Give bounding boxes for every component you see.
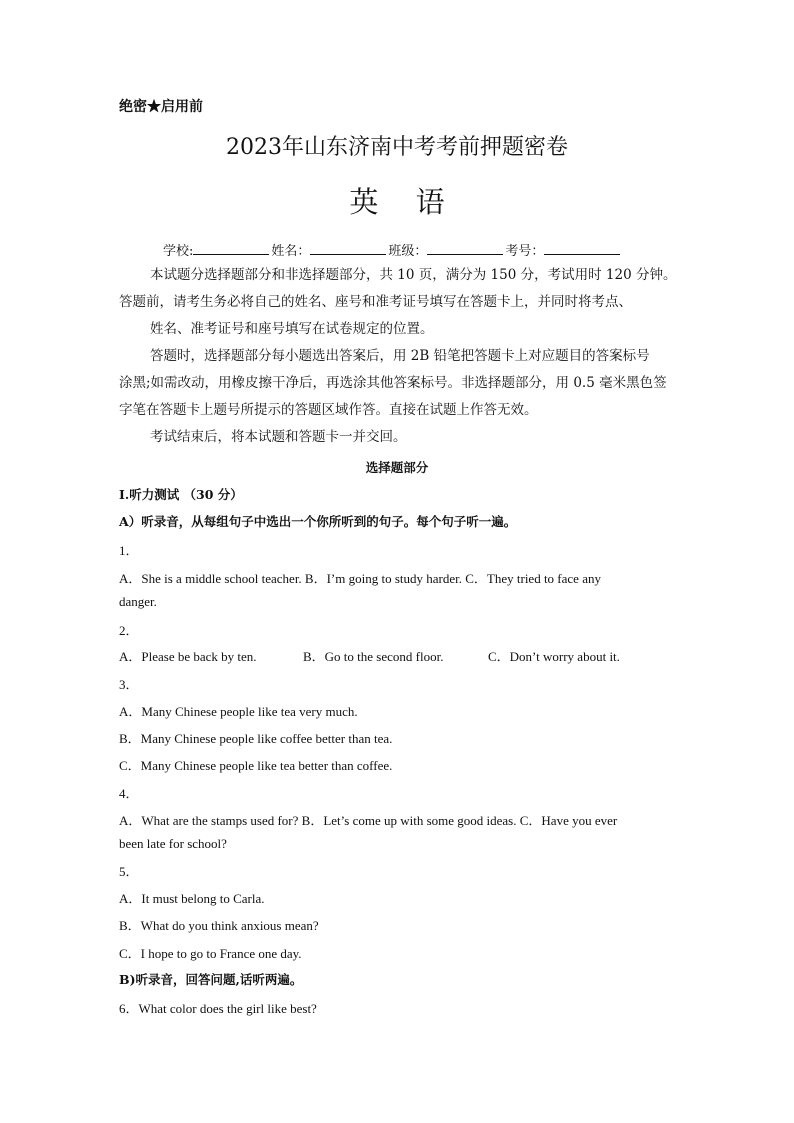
option-a: A．It must belong to Carla. bbox=[119, 891, 265, 906]
part-listening-heading: I.听力测试 （30 分） bbox=[119, 487, 243, 502]
school-label: 学校: bbox=[163, 244, 194, 259]
option-a: A．Please be back by ten. bbox=[119, 649, 257, 664]
option-b: B．Many Chinese people like coffee better than tea. bbox=[119, 731, 393, 746]
question-6: 6．What color does the girl like best? bbox=[119, 1001, 317, 1016]
option-b: B．Go to the second floor. bbox=[303, 649, 444, 664]
name-label: 姓名： bbox=[271, 244, 311, 259]
instruction-line: 考试结束后，将本试题和答题卡一并交回。 bbox=[150, 429, 407, 445]
option-a: A．Many Chinese people like tea very much. bbox=[119, 704, 358, 719]
exam-no-label: 考号： bbox=[505, 244, 545, 259]
instruction-line: 涂黑;如需改动，用橡皮擦干净后，再选涂其他答案标号。非选择题部分，用 0.5 毫米黑色签 bbox=[119, 375, 667, 391]
question-number: 3． bbox=[119, 677, 139, 692]
confidential-label: 绝密★启用前 bbox=[119, 99, 203, 115]
instruction-line: 姓名、准考证号和座号填写在试卷规定的位置。 bbox=[150, 321, 434, 337]
question-number: 1． bbox=[119, 543, 139, 558]
instruction-line: 答题时，选择题部分每小题选出答案后，用 2B 铅笔把答题卡上对应题目的答案标号 bbox=[150, 348, 650, 364]
instruction-line: 本试题分选择题部分和非选择题部分，共 10 页，满分为 150 分，考试用时 120 分钟。 bbox=[150, 267, 677, 283]
section-title: 选择题部分 bbox=[365, 460, 429, 475]
class-label: 班级： bbox=[388, 244, 428, 259]
school-blank bbox=[193, 241, 269, 255]
instructions bbox=[119, 262, 679, 451]
exam-no-blank bbox=[544, 241, 620, 255]
question-options-cont: danger. bbox=[119, 594, 157, 609]
name-blank bbox=[310, 241, 386, 255]
question-options: A．What are the stamps used for? B．Let’s come up with some good ideas. C．Have you ever bbox=[119, 813, 618, 828]
instruction-line: 答题前，请考生务必将自己的姓名、座号和准考证号填写在答题卡上，并同时将考点、 bbox=[119, 294, 632, 310]
part-a-heading: A）听录音，从每组句子中选出一个你所听到的句子。每个句子听一遍。 bbox=[119, 514, 517, 529]
question-number: 4． bbox=[119, 786, 139, 801]
student-info-row bbox=[163, 240, 622, 259]
instruction-line: 字笔在答题卡上题号所提示的答题区域作答。直接在试题上作答无效。 bbox=[119, 402, 538, 418]
question-number: 2． bbox=[119, 623, 139, 638]
option-c: C．Many Chinese people like tea better than coffee. bbox=[119, 758, 393, 773]
class-blank bbox=[427, 241, 503, 255]
part-b-heading: B)听录音，回答问题,话听两遍。 bbox=[119, 972, 303, 987]
option-b: B．What do you think anxious mean? bbox=[119, 918, 319, 933]
question-number: 5． bbox=[119, 864, 139, 879]
exam-title: 2023年山东济南中考考前押题密卷 bbox=[226, 135, 568, 160]
question-options: A．She is a middle school teacher. B．I’m going to study harder. C．They tried to face any bbox=[119, 571, 601, 586]
subject-title: 英 语 bbox=[349, 185, 459, 219]
option-c: C．I hope to go to France one day. bbox=[119, 946, 302, 961]
option-c: C．Don’t worry about it. bbox=[488, 649, 620, 664]
question-options-cont: been late for school? bbox=[119, 836, 227, 851]
